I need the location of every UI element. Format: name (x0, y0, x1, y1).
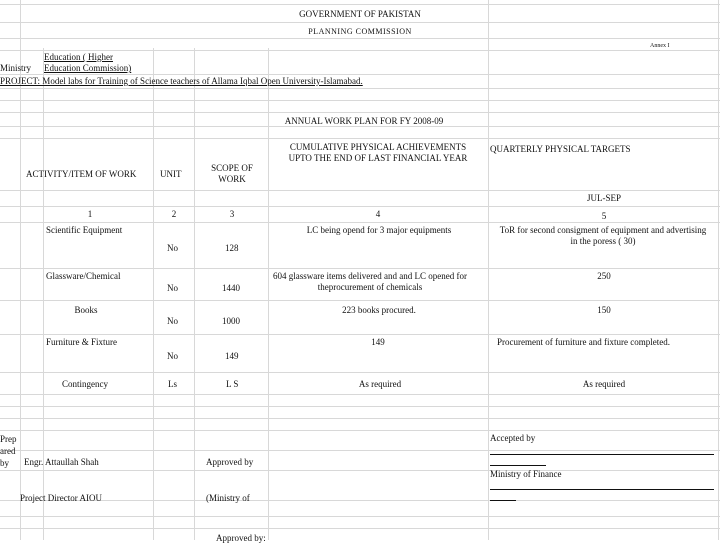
signature-line (490, 465, 546, 466)
preparer-title: Project Director AIOU (20, 493, 102, 503)
col-quarterly: QUARTERLY PHYSICAL TARGETS (490, 144, 631, 154)
approved-by-2: Approved by: (216, 533, 266, 543)
row-cumulative: As required (358, 379, 402, 389)
row-target: Procurement of furniture and fixture completed. (497, 337, 670, 347)
row-item: Furniture & Fixture (46, 337, 117, 347)
col-scope: SCOPE OF WORK (211, 163, 253, 184)
plan-title: ANNUAL WORK PLAN FOR FY 2008-09 (284, 116, 444, 126)
signature-line (490, 489, 714, 490)
col-number: 4 (375, 209, 381, 219)
approved-by-label: Approved by (206, 457, 254, 467)
signature-line (490, 454, 714, 455)
row-scope: 1440 (222, 283, 240, 293)
row-scope: L S (226, 379, 239, 389)
commission-title: PLANNING COMMISSION (308, 27, 412, 36)
ministry-line-2: Education Commission) (44, 63, 132, 73)
project-title: PROJECT: Model labs for Training of Science teachers of Allama Iqbal Open University-Islamabad. (0, 76, 363, 86)
ministry-finance-label: Ministry of Finance (490, 469, 562, 479)
col-number: 1 (87, 209, 93, 219)
col-cumulative: CUMULATIVE PHYSICAL ACHIEVEMENTS UPTO THE END OF LAST FINANCIAL YEAR (288, 142, 468, 163)
row-target: As required (582, 379, 626, 389)
row-unit: No (167, 243, 178, 253)
row-unit: No (167, 316, 178, 326)
col-number: 3 (229, 209, 235, 219)
row-item: Glassware/Chemical (46, 271, 121, 281)
row-cumulative: 149 (371, 337, 385, 347)
prepared-by-label: Prep ared by (0, 434, 17, 468)
col-unit: UNIT (160, 169, 182, 179)
row-unit: No (167, 351, 178, 361)
row-scope: 128 (225, 243, 239, 253)
government-title: GOVERNMENT OF PAKISTAN (299, 9, 421, 19)
signature-line (490, 500, 516, 501)
row-cumulative: LC being opend for 3 major equipments (306, 225, 452, 235)
row-item: Scientific Equipment (46, 225, 123, 235)
ministry-label: Ministry (0, 63, 32, 73)
approved-ministry: (Ministry of (206, 493, 250, 503)
row-target: 150 (597, 305, 611, 315)
annex-label: Annex I (650, 43, 670, 49)
row-unit: No (167, 283, 178, 293)
col-activity: ACTIVITY/ITEM OF WORK (26, 169, 137, 179)
ministry-line-1: Education ( Higher (44, 52, 113, 62)
preparer-name: Engr. Attaullah Shah (24, 457, 99, 467)
accepted-by-label: Accepted by (490, 433, 536, 443)
row-item: Contingency (62, 379, 108, 389)
row-cumulative: 604 glassware items delivered and and LC opened for theprocurement of chemicals (273, 271, 467, 292)
row-unit: Ls (168, 379, 177, 389)
col-quarter: JUL-SEP (587, 193, 622, 203)
row-target: 250 (597, 271, 611, 281)
row-scope: 149 (225, 351, 239, 361)
row-cumulative: 223 books procured. (342, 305, 416, 315)
col-number: 2 (171, 209, 177, 219)
row-item: Books (74, 305, 98, 315)
row-target: ToR for second consigment of equipment and advertising in the poress ( 30) (499, 225, 707, 246)
col-number: 5 (601, 211, 607, 221)
row-scope: 1000 (222, 316, 240, 326)
